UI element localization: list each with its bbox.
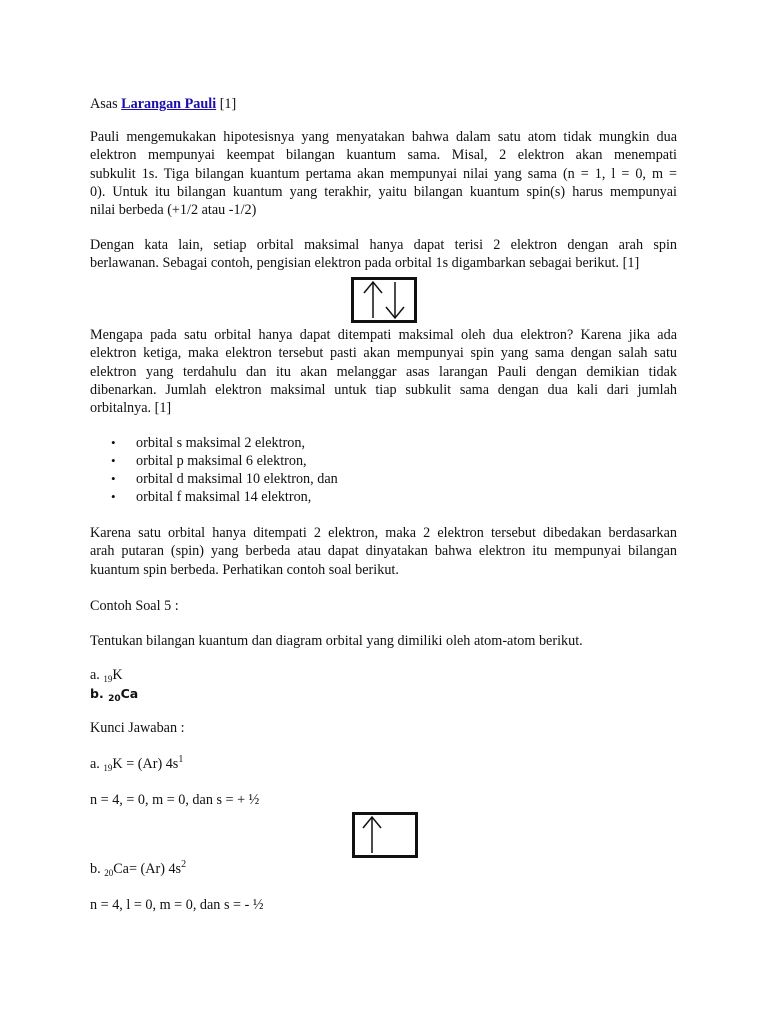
paragraph-orbital-spin (90, 236, 677, 273)
item-b (90, 685, 138, 703)
list-item: • orbital f maksimal 14 elektron, (136, 488, 338, 506)
spin-up-arrow-icon (364, 282, 382, 318)
electron-configuration: Ca= (Ar) 4s (113, 861, 182, 877)
answer-b (90, 860, 186, 878)
text-line: arah putaran (spin) yang berbeda atau dapat dinyatakan bahwa elektron itu mempunyai bilangan (90, 543, 677, 560)
quantum-numbers-a: n = 4, = 0, m = 0, dan s = + ½ (90, 792, 260, 808)
text-line: orbitalnya. [1] (90, 400, 172, 417)
item-label: a. (90, 667, 100, 683)
electron-count: 1 (178, 754, 184, 765)
text-line: subkulit 1s. Tiga bilangan kuantum pertama akan mempunyai nilai yang sama (n = 1, l = 0, m = (90, 165, 677, 182)
text-line: 0). Untuk itu bilangan kuantum yang terakhir, yaitu bilangan kuantum spin(s) harus mempunyai (90, 183, 677, 200)
electron-configuration: K = (Ar) 4s (112, 756, 179, 772)
title-ref: [1] (219, 96, 237, 112)
answer-a (90, 755, 183, 773)
orbital-box (353, 279, 416, 322)
orbital-box (354, 814, 417, 857)
atomic-number: 20 (108, 694, 121, 704)
list-item: • orbital s maksimal 2 elektron, (136, 434, 338, 452)
text-line: Pauli mengemukakan hipotesisnya yang menyatakan bahwa dalam satu atom tidak mungkin dua (90, 129, 677, 145)
text-line: elektron mempunyai keempat bilangan kuantum sama. Misal, 2 elektron akan menempati (90, 147, 677, 164)
orbital-diagram-1s (351, 277, 417, 323)
spin-up-arrow-icon (363, 817, 381, 853)
answer-label: a. (90, 756, 100, 772)
text-line: dibenarkan. Jumlah elektron maksimal untuk tiap subkulit sama dengan dua kali dari jumlah (90, 381, 677, 398)
atomic-number: 20 (104, 868, 114, 878)
text-line: berlawanan. Sebagai contoh, pengisian elektron pada orbital 1s digambarkan sebagai berikut. [1] (90, 255, 640, 272)
text-line: elektron yang terdahulu dan itu akan melanggar asas larangan Pauli dengan demikian tidak (90, 363, 677, 380)
list-item: • orbital d maksimal 10 elektron, dan (136, 470, 338, 488)
item-a (90, 666, 123, 684)
paragraph-spin-difference (90, 524, 677, 579)
text-line: Dengan kata lain, setiap orbital maksimal hanya dapat terisi 2 elektron dengan arah spin (90, 237, 677, 253)
element-symbol: Ca (120, 686, 139, 701)
answer-key-title: Kunci Jawaban : (90, 720, 185, 736)
text-line: elektron ketiga, maka elektron tersebut pasti akan mempunyai spin yang sama dengan salah satu (90, 345, 677, 362)
section-title (90, 95, 236, 113)
larangan-pauli-link[interactable]: Larangan Pauli (121, 96, 217, 112)
paragraph-third-electron (90, 326, 677, 417)
title-prefix: Asas (90, 96, 118, 112)
paragraph-pauli-hypothesis (90, 128, 677, 219)
spin-down-arrow-icon (386, 282, 404, 318)
quantum-numbers-b: n = 4, l = 0, m = 0, dan s = - ½ (90, 897, 264, 913)
answer-label: b. (90, 861, 101, 877)
item-label: b. (90, 686, 104, 701)
text-line: kuantum spin berbeda. Perhatikan contoh soal berikut. (90, 561, 399, 578)
orbital-diagram-4s (352, 812, 418, 858)
atomic-number: 19 (103, 763, 113, 773)
orbital-capacity-list (90, 434, 338, 506)
atomic-number: 19 (103, 674, 113, 684)
example-title: Contoh Soal 5 : (90, 598, 179, 614)
list-item: • orbital p maksimal 6 elektron, (136, 452, 338, 470)
electron-count: 2 (181, 859, 187, 870)
question-text: Tentukan bilangan kuantum dan diagram orbital yang dimiliki oleh atom-atom berikut. (90, 633, 583, 649)
text-line: Mengapa pada satu orbital hanya dapat ditempati maksimal oleh dua elektron? Karena jika ada (90, 327, 677, 343)
text-line: Karena satu orbital hanya ditempati 2 elektron, maka 2 elektron tersebut dibedakan berdasarkan (90, 525, 677, 541)
element-symbol: K (112, 667, 123, 683)
text-line: nilai berbeda (+1/2 atau -1/2) (90, 202, 257, 219)
